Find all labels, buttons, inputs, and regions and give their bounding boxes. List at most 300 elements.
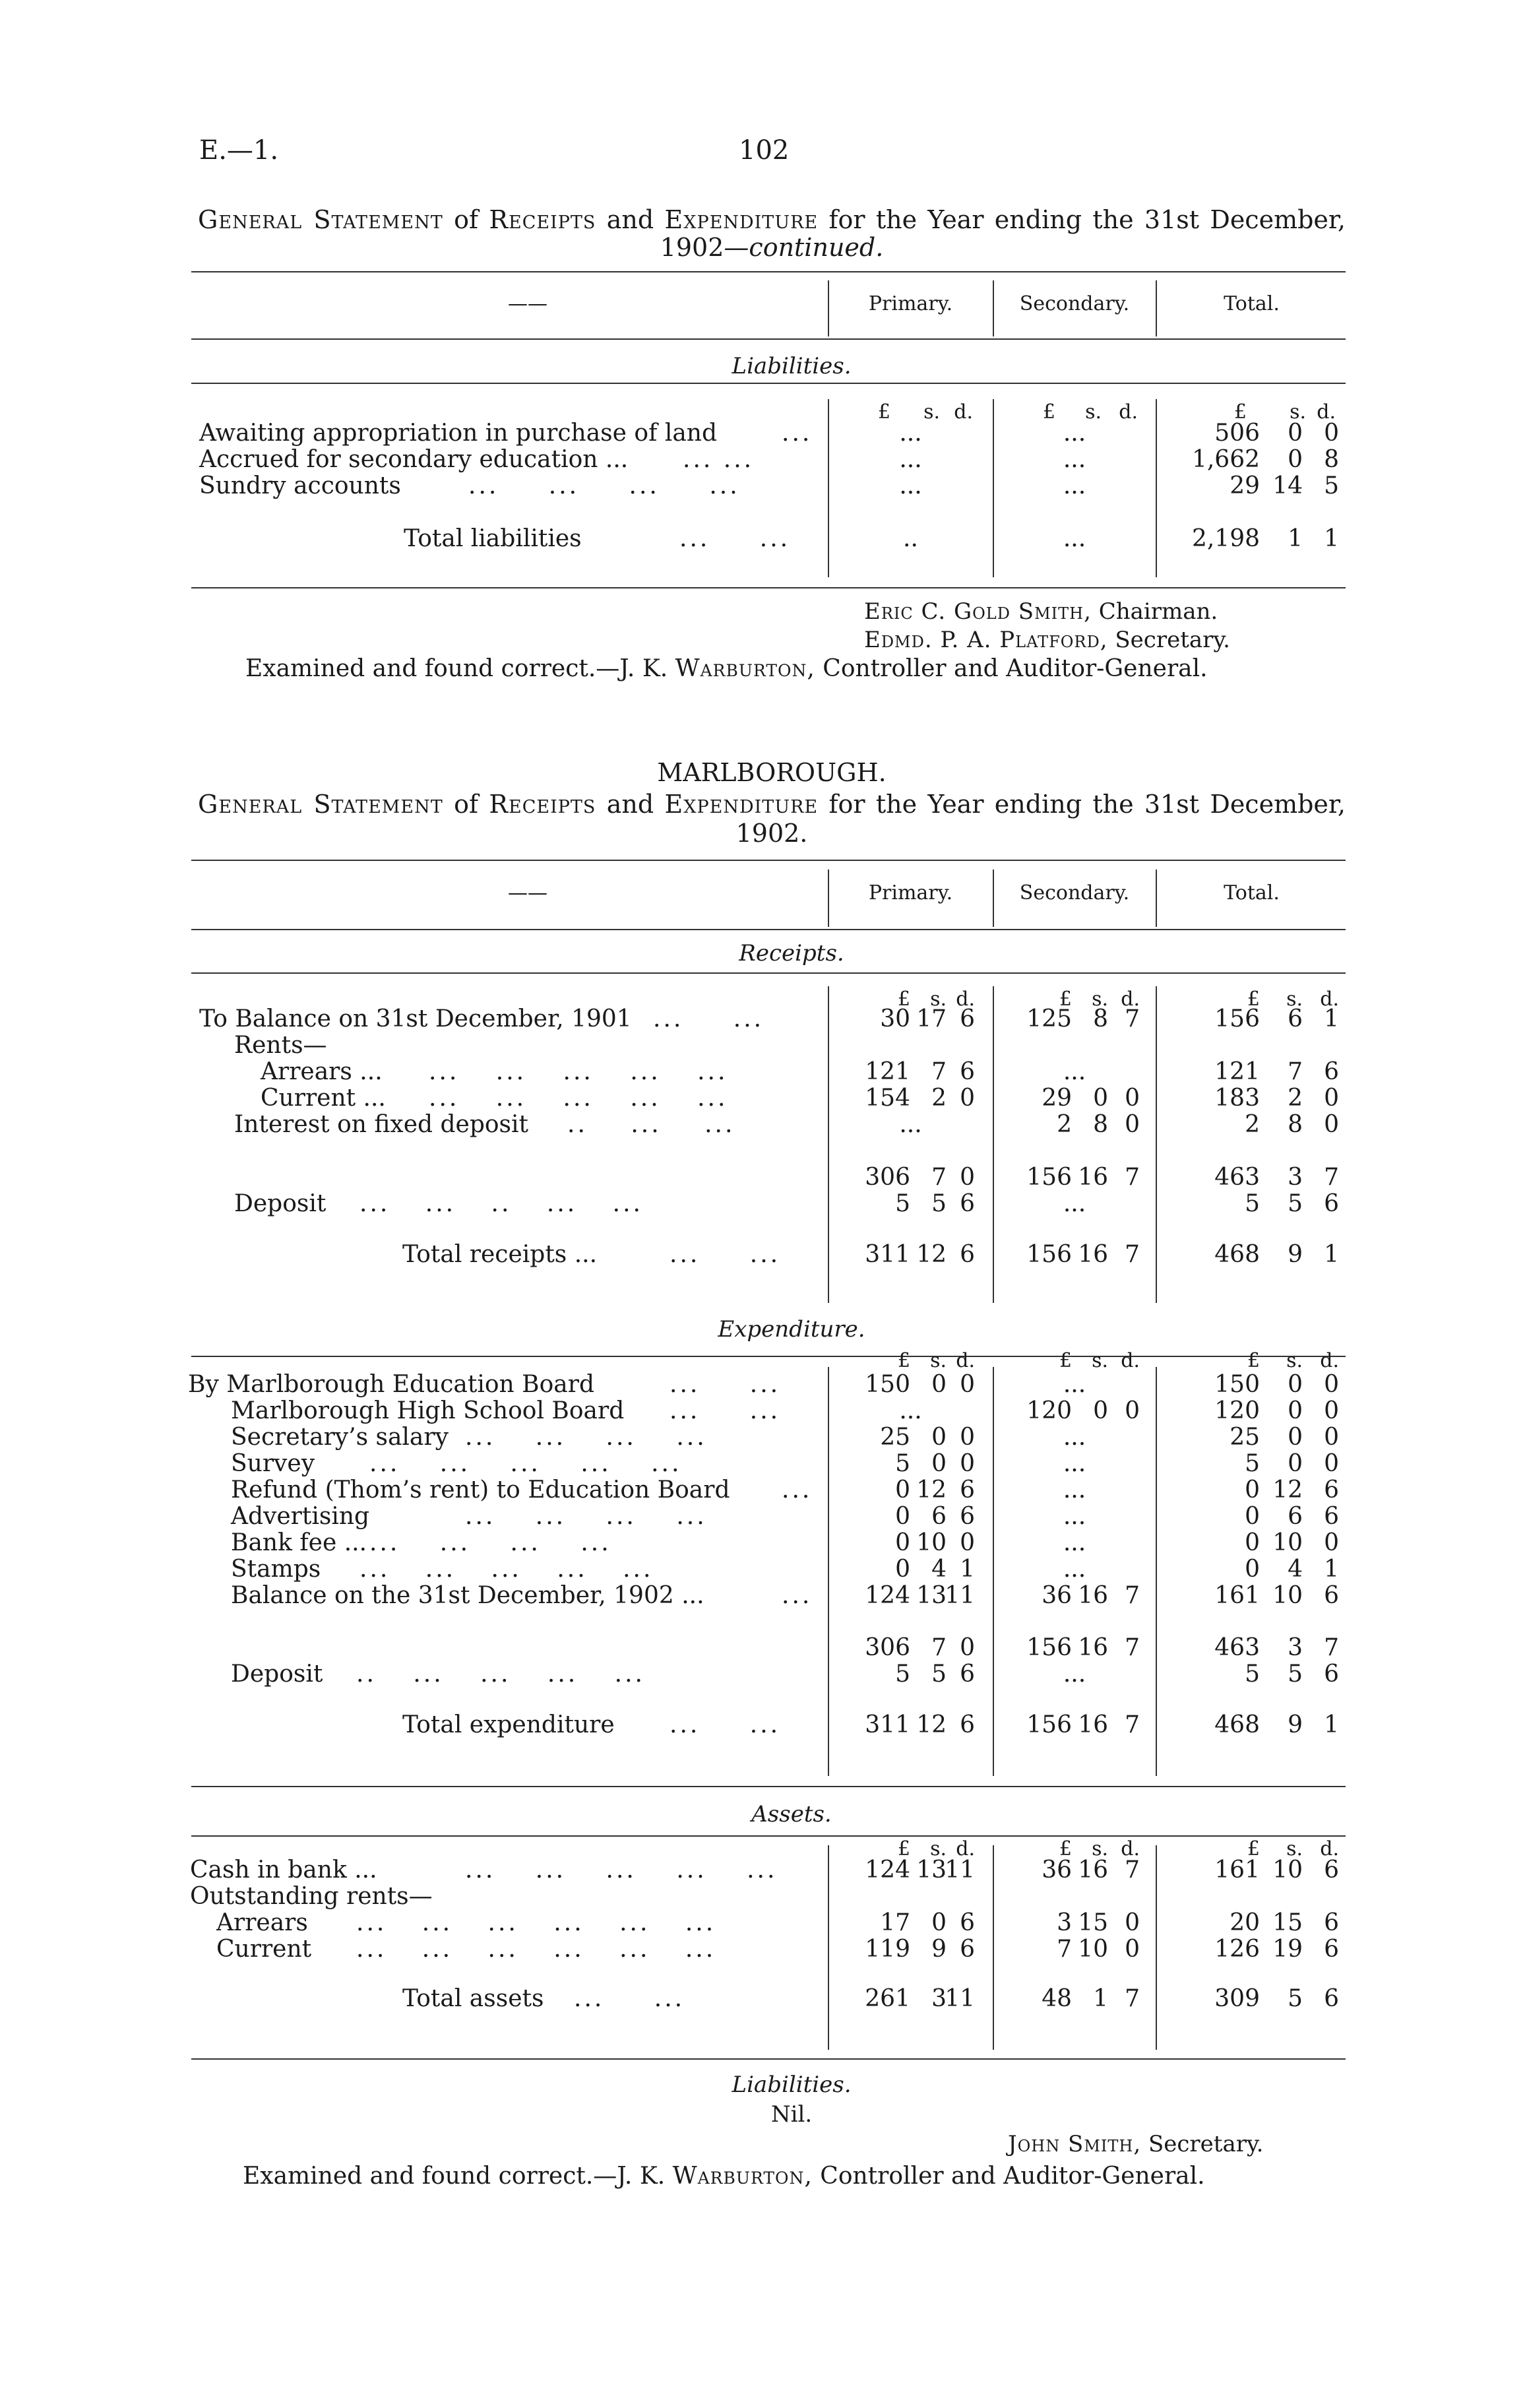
total-pounds: 29 — [1230, 472, 1260, 499]
section-label: Assets. — [751, 1801, 832, 1827]
units-row — [0, 1349, 1527, 1372]
unit-pence: d. — [1320, 1349, 1339, 1372]
unit-shilling: s. — [1286, 1837, 1303, 1860]
leader-dots: ... ... ... ... — [465, 1503, 707, 1530]
secondary-pounds: 7 — [1057, 1936, 1072, 1963]
total-pence: 6 — [1324, 1582, 1339, 1609]
secondary-pence: 7 — [1125, 1985, 1140, 2012]
total-shillings: 9 — [1288, 1241, 1303, 1268]
secondary-pounds: 156 — [1026, 1164, 1072, 1191]
total-shillings: 10 — [1272, 1529, 1303, 1556]
primary-shillings: 9 — [931, 1936, 947, 1963]
primary-pence: 0 — [960, 1529, 975, 1556]
primary-pounds: 17 — [880, 1909, 910, 1936]
row-label: Rents— — [234, 1032, 327, 1059]
unit-pence: d. — [1121, 988, 1140, 1011]
table-row — [0, 447, 1527, 473]
unit-pence: d. — [1121, 1349, 1140, 1372]
primary-pence: 0 — [960, 1450, 975, 1477]
examined-prefix: Examined and found correct.—J. K. — [243, 2163, 666, 2190]
row-label: To Balance on 31st December, 1901 — [199, 1005, 632, 1032]
row-label: Total assets — [402, 1985, 544, 2012]
section1-title-line1 — [198, 205, 1346, 235]
primary-pounds: 5 — [895, 1190, 910, 1217]
primary-shillings: 4 — [931, 1556, 947, 1583]
primary-shillings: 7 — [931, 1164, 947, 1191]
total-row — [0, 526, 1527, 552]
primary-pence: 6 — [960, 1190, 975, 1217]
total-shillings: 0 — [1288, 446, 1303, 473]
unit-pound: £ — [897, 1349, 910, 1372]
secondary-value: ... — [1063, 446, 1086, 473]
total-pounds: 463 — [1214, 1164, 1260, 1191]
auditor-title: Controller and Auditor-General. — [823, 655, 1208, 682]
primary-pounds: 5 — [895, 1450, 910, 1477]
section2-title-line1 — [198, 789, 1346, 819]
table-row — [0, 1936, 1527, 1963]
primary-value: ... — [899, 1397, 922, 1424]
row-label: Awaiting appropriation in purchase of land — [199, 420, 718, 447]
leader-dots: ... ... ... ... — [468, 472, 740, 499]
primary-shillings: 7 — [931, 1634, 947, 1661]
primary-pounds: 0 — [895, 1476, 910, 1504]
secondary-shillings: 10 — [1078, 1936, 1108, 1963]
primary-pence: 0 — [960, 1634, 975, 1661]
primary-value: .. — [903, 525, 918, 552]
total-pounds: 183 — [1214, 1085, 1260, 1112]
total-pence: 6 — [1324, 1936, 1339, 1963]
section-label: Expenditure. — [718, 1316, 865, 1343]
leader-dots: ... ... — [574, 1985, 685, 2012]
title-year: 1902 — [660, 233, 724, 262]
unit-shilling: s. — [1290, 400, 1306, 424]
unit-pound: £ — [1247, 988, 1260, 1011]
table-row — [0, 1530, 1527, 1556]
table-row — [0, 1398, 1527, 1424]
unit-pence: d. — [954, 400, 973, 424]
primary-shillings: 13 — [916, 1582, 947, 1609]
primary-pounds: 150 — [865, 1371, 910, 1398]
title-continued: —continued. — [724, 233, 884, 262]
total-pence: 1 — [1324, 1556, 1339, 1583]
secondary-pence: 0 — [1125, 1111, 1140, 1138]
unit-pence: d. — [1320, 1837, 1339, 1860]
primary-pence: 6 — [960, 1711, 975, 1738]
column-rule — [993, 280, 994, 336]
primary-pounds: 0 — [895, 1503, 910, 1530]
unit-pence: d. — [956, 1837, 975, 1860]
secondary-pence: 7 — [1125, 1634, 1140, 1661]
table-rule — [191, 338, 1346, 340]
total-pounds: 126 — [1214, 1936, 1260, 1963]
table-row — [0, 1032, 1527, 1059]
primary-pounds: 124 — [865, 1582, 910, 1609]
title-word: Receipts — [489, 205, 596, 234]
total-pounds: 150 — [1214, 1371, 1260, 1398]
total-shillings: 7 — [1288, 1058, 1303, 1085]
total-pence: 6 — [1324, 1503, 1339, 1530]
primary-pence: 6 — [960, 1476, 975, 1504]
unit-pence: d. — [1317, 400, 1336, 424]
leader-dots: ... ... ... ... ... — [465, 1856, 778, 1884]
title-word: for the Year ending the 31st December, — [828, 205, 1346, 234]
title-word: and — [606, 790, 654, 819]
unit-shilling: s. — [930, 988, 947, 1011]
secondary-shillings: 8 — [1093, 1111, 1108, 1138]
secondary-value: ... — [1063, 1058, 1086, 1085]
leader-dots: ... — [782, 420, 813, 447]
primary-pounds: 119 — [865, 1936, 910, 1963]
region-heading: MARLBOROUGH. — [657, 758, 887, 787]
secondary-pence: 0 — [1125, 1085, 1140, 1112]
section2-title-line2: 1902. — [735, 819, 808, 848]
column-rule — [1156, 280, 1157, 336]
total-shillings: 9 — [1288, 1711, 1303, 1738]
total-pence: 8 — [1324, 446, 1339, 473]
total-pence: 6 — [1324, 1909, 1339, 1936]
primary-value: ... — [899, 446, 922, 473]
primary-pence: 11 — [945, 1856, 975, 1884]
signatory-role: Secretary. — [1115, 627, 1230, 653]
total-shillings: 4 — [1288, 1556, 1303, 1583]
row-label: Secretary’s salary — [231, 1424, 449, 1451]
secondary-pence: 7 — [1125, 1005, 1140, 1032]
total-shillings: 0 — [1288, 1450, 1303, 1477]
total-pounds: 468 — [1214, 1241, 1260, 1268]
primary-pounds: 261 — [865, 1985, 910, 2012]
total-pounds: 1,662 — [1191, 446, 1260, 473]
title-word: and — [606, 205, 654, 234]
total-pence: 1 — [1324, 1005, 1339, 1032]
primary-pence: 6 — [960, 1503, 975, 1530]
primary-pence: 6 — [960, 1005, 975, 1032]
leader-dots: ... ... ... ... ... — [369, 1450, 682, 1477]
secondary-pence: 0 — [1125, 1936, 1140, 1963]
leader-dots: ... ... ... ... ... — [359, 1556, 654, 1583]
table-row — [0, 1424, 1527, 1451]
total-pounds: 5 — [1245, 1450, 1260, 1477]
unit-pence: d. — [1121, 1837, 1140, 1860]
signature-secretary — [1008, 2131, 1263, 2157]
leader-dots: ... ... — [683, 446, 755, 473]
total-pounds: 2,198 — [1191, 525, 1260, 552]
secondary-shillings: 1 — [1093, 1985, 1108, 2012]
total-pounds: 161 — [1214, 1582, 1260, 1609]
row-label: Total expenditure — [402, 1711, 615, 1738]
primary-shillings: 13 — [916, 1856, 947, 1884]
secondary-value: ... — [1063, 1371, 1086, 1398]
signatory-role: Secretary. — [1148, 2131, 1264, 2157]
row-label: Arrears ... — [261, 1058, 383, 1085]
unit-pound: £ — [1059, 1349, 1072, 1372]
table-row — [0, 473, 1527, 499]
total-pounds: 309 — [1214, 1985, 1260, 2012]
title-word: Receipts — [489, 790, 596, 819]
total-row — [0, 1242, 1527, 1268]
secondary-pounds: 3 — [1057, 1909, 1072, 1936]
leader-dots: ... ... — [679, 525, 791, 552]
table-rule — [191, 2058, 1346, 2060]
secondary-pence: 0 — [1125, 1397, 1140, 1424]
primary-shillings: 3 — [931, 1985, 947, 2012]
total-row — [0, 1986, 1527, 2012]
unit-shilling: s. — [1092, 1837, 1108, 1860]
primary-pounds: 30 — [880, 1005, 910, 1032]
total-pence: 0 — [1324, 1450, 1339, 1477]
table-row — [0, 1857, 1527, 1884]
primary-pence: 6 — [960, 1661, 975, 1688]
unit-pence: d. — [956, 988, 975, 1011]
table-row — [0, 1583, 1527, 1609]
secondary-shillings: 0 — [1093, 1397, 1108, 1424]
total-shillings: 8 — [1288, 1111, 1303, 1138]
total-pounds: 506 — [1214, 420, 1260, 447]
table-row — [0, 1059, 1527, 1085]
unit-pound: £ — [897, 988, 910, 1011]
table-rule — [191, 929, 1346, 930]
secondary-pence: 7 — [1125, 1164, 1140, 1191]
table-row — [0, 1477, 1527, 1504]
primary-value: ... — [899, 472, 922, 499]
unit-pound: £ — [1042, 400, 1055, 424]
table-row — [0, 1661, 1527, 1688]
primary-shillings: 2 — [931, 1085, 947, 1112]
secondary-pounds: 2 — [1057, 1111, 1072, 1138]
table-row — [0, 420, 1527, 447]
row-label: Marlborough High School Board — [231, 1397, 625, 1424]
unit-pound: £ — [1059, 988, 1072, 1011]
total-shillings: 10 — [1272, 1856, 1303, 1884]
table-row — [0, 1451, 1527, 1477]
page-number: 102 — [739, 135, 790, 166]
total-shillings: 0 — [1288, 1397, 1303, 1424]
secondary-shillings: 8 — [1093, 1005, 1108, 1032]
row-label: Survey — [231, 1450, 315, 1477]
total-pence: 7 — [1324, 1634, 1339, 1661]
col-head-blank: —— — [508, 292, 547, 315]
table-row — [0, 1884, 1527, 1910]
secondary-pence: 7 — [1125, 1856, 1140, 1884]
primary-shillings: 12 — [916, 1241, 947, 1268]
table-rule — [191, 972, 1346, 974]
primary-pence: 6 — [960, 1909, 975, 1936]
section-label: Liabilities. — [732, 353, 852, 379]
total-shillings: 5 — [1288, 1661, 1303, 1688]
total-pounds: 0 — [1245, 1503, 1260, 1530]
unit-pound: £ — [1059, 1837, 1072, 1860]
secondary-pounds: 36 — [1042, 1582, 1072, 1609]
primary-pence: 1 — [960, 1556, 975, 1583]
unit-shilling: s. — [930, 1349, 947, 1372]
total-pounds: 463 — [1214, 1634, 1260, 1661]
row-label: Accrued for secondary education ... — [199, 446, 629, 473]
total-shillings: 15 — [1272, 1909, 1303, 1936]
total-pounds: 468 — [1214, 1711, 1260, 1738]
total-pounds: 5 — [1245, 1190, 1260, 1217]
total-pence: 6 — [1324, 1190, 1339, 1217]
total-pounds: 2 — [1245, 1111, 1260, 1138]
total-pence: 5 — [1324, 472, 1339, 499]
secondary-shillings: 0 — [1093, 1085, 1108, 1112]
secondary-value: ... — [1063, 1661, 1086, 1688]
primary-shillings: 0 — [931, 1909, 947, 1936]
primary-shillings: 0 — [931, 1424, 947, 1451]
leader-dots: ... ... — [670, 1371, 781, 1398]
col-head-total: Total. — [1224, 292, 1280, 315]
col-head-blank: —— — [508, 881, 547, 904]
secondary-pence: 7 — [1125, 1711, 1140, 1738]
primary-pence: 11 — [945, 1985, 975, 2012]
section-label: Liabilities. — [732, 2072, 852, 2098]
leader-dots: ... ... ... ... ... — [429, 1085, 728, 1112]
title-word: of — [454, 205, 479, 234]
primary-pounds: 154 — [865, 1085, 910, 1112]
table-rule — [191, 271, 1346, 272]
total-pounds: 20 — [1230, 1909, 1260, 1936]
subtotal-row — [0, 1635, 1527, 1661]
secondary-value: ... — [1063, 1476, 1086, 1504]
row-label: Refund (Thom’s rent) to Education Board — [231, 1476, 730, 1504]
total-pence: 0 — [1324, 1424, 1339, 1451]
signatory-name: Edmd. P. A. Platford, — [864, 627, 1108, 653]
title-word: General Statement — [198, 205, 443, 234]
table-rule — [191, 1835, 1346, 1837]
total-shillings: 10 — [1272, 1582, 1303, 1609]
secondary-shillings: 16 — [1078, 1634, 1108, 1661]
secondary-shillings: 16 — [1078, 1164, 1108, 1191]
section1-title-line2 — [198, 232, 1346, 263]
table-row — [0, 1112, 1527, 1138]
section-label: Receipts. — [739, 940, 844, 966]
primary-shillings: 5 — [931, 1190, 947, 1217]
title-word: Expenditure — [664, 790, 819, 819]
row-label: Outstanding rents— — [190, 1883, 433, 1910]
report-code: E.—1. — [199, 135, 279, 166]
examined-line — [243, 2163, 1205, 2190]
primary-shillings: 12 — [916, 1476, 947, 1504]
auditor-name: Warburton, — [675, 655, 815, 682]
column-rule — [993, 870, 994, 927]
secondary-pounds: 156 — [1026, 1634, 1072, 1661]
primary-shillings: 10 — [916, 1529, 947, 1556]
primary-pounds: 306 — [865, 1164, 910, 1191]
signatory-name: John Smith, — [1008, 2131, 1142, 2157]
unit-shilling: s. — [1286, 988, 1303, 1011]
row-label: Cash in bank ... — [190, 1856, 377, 1884]
table-rule — [191, 860, 1346, 861]
primary-shillings: 0 — [931, 1371, 947, 1398]
table-row — [0, 1191, 1527, 1217]
secondary-value: ... — [1063, 1556, 1086, 1583]
secondary-shillings: 16 — [1078, 1241, 1108, 1268]
table-row — [0, 1085, 1527, 1112]
total-pounds: 161 — [1214, 1856, 1260, 1884]
table-row — [0, 1504, 1527, 1530]
secondary-value: ... — [1063, 1450, 1086, 1477]
total-pence: 0 — [1324, 1085, 1339, 1112]
primary-shillings: 12 — [916, 1711, 947, 1738]
col-head-primary: Primary. — [868, 881, 953, 904]
total-shillings: 5 — [1288, 1190, 1303, 1217]
examined-prefix: Examined and found correct.—J. K. — [245, 655, 668, 682]
leader-dots: ... — [782, 1476, 813, 1504]
total-pence: 0 — [1324, 1371, 1339, 1398]
total-pence: 6 — [1324, 1476, 1339, 1504]
unit-shilling: s. — [1286, 1349, 1303, 1372]
secondary-pounds: 48 — [1042, 1985, 1072, 2012]
secondary-value: ... — [1063, 1529, 1086, 1556]
primary-shillings: 5 — [931, 1661, 947, 1688]
primary-pence: 0 — [960, 1371, 975, 1398]
primary-pounds: 121 — [865, 1058, 910, 1085]
primary-value: ... — [899, 420, 922, 447]
table-rule — [191, 587, 1346, 588]
total-pence: 0 — [1324, 1397, 1339, 1424]
primary-pence: 11 — [945, 1582, 975, 1609]
total-pounds: 0 — [1245, 1529, 1260, 1556]
secondary-value: ... — [1063, 525, 1086, 552]
total-shillings: 3 — [1288, 1634, 1303, 1661]
row-label: Total liabilities — [404, 525, 582, 552]
total-pence: 0 — [1324, 420, 1339, 447]
table-row — [0, 1556, 1527, 1583]
leader-dots: ... — [782, 1582, 813, 1609]
total-pence: 6 — [1324, 1856, 1339, 1884]
total-pence: 7 — [1324, 1164, 1339, 1191]
row-label: Arrears — [216, 1909, 308, 1936]
primary-pounds: 5 — [895, 1661, 910, 1688]
subtotal-row — [0, 1164, 1527, 1191]
table-row — [0, 1910, 1527, 1936]
liabilities-value: Nil. — [770, 2101, 813, 2128]
row-label: Advertising — [231, 1503, 370, 1530]
leader-dots: .. ... ... — [567, 1111, 735, 1138]
total-shillings: 6 — [1288, 1503, 1303, 1530]
secondary-pounds: 29 — [1042, 1085, 1072, 1112]
unit-pence: d. — [1119, 400, 1138, 424]
total-shillings: 5 — [1288, 1985, 1303, 2012]
total-shillings: 0 — [1288, 420, 1303, 447]
leader-dots: ... ... — [670, 1711, 781, 1738]
title-word: for the Year ending the 31st December, — [828, 790, 1346, 819]
unit-shilling: s. — [923, 400, 940, 424]
total-pounds: 0 — [1245, 1556, 1260, 1583]
primary-shillings: 17 — [916, 1005, 947, 1032]
unit-pound: £ — [1233, 400, 1247, 424]
secondary-value: ... — [1063, 1424, 1086, 1451]
unit-pound: £ — [897, 1837, 910, 1860]
col-head-primary: Primary. — [868, 292, 953, 315]
secondary-pounds: 156 — [1026, 1241, 1072, 1268]
secondary-pence: 7 — [1125, 1241, 1140, 1268]
secondary-pounds: 120 — [1026, 1397, 1072, 1424]
row-label: Deposit — [234, 1190, 327, 1217]
title-word: of — [454, 790, 479, 819]
table-row — [0, 1372, 1527, 1398]
leader-dots: ... ... ... ... ... ... — [356, 1936, 716, 1963]
signature-secretary — [864, 627, 1230, 653]
secondary-pence: 7 — [1125, 1582, 1140, 1609]
total-pence: 1 — [1324, 525, 1339, 552]
total-shillings: 12 — [1272, 1476, 1303, 1504]
title-word: General Statement — [198, 790, 443, 819]
primary-pence: 6 — [960, 1936, 975, 1963]
total-pounds: 25 — [1230, 1424, 1260, 1451]
secondary-value: ... — [1063, 420, 1086, 447]
primary-pounds: 124 — [865, 1856, 910, 1884]
row-label: Bank fee ... — [231, 1529, 367, 1556]
secondary-shillings: 15 — [1078, 1909, 1108, 1936]
